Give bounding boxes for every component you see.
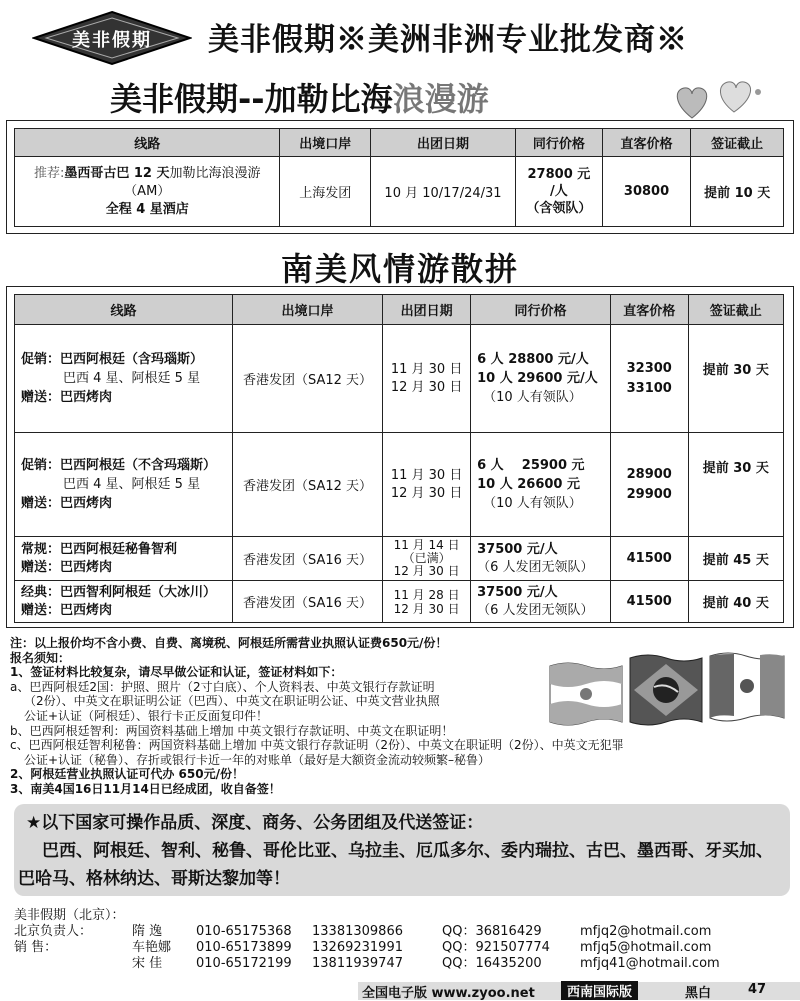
port-cell: 香港发团（SA16 天） (232, 581, 382, 623)
note-line: 注：以上报价均不含小费、自费、离境税、阿根廷所需营业执照认证费650元/份！ (10, 636, 448, 650)
route-hotel: 巴西 4 星、阿根廷 5 星 (63, 371, 201, 386)
table1 (14, 128, 784, 227)
direct-price-cell: 41500 (610, 581, 688, 623)
route-name: 常规：巴西阿根廷秘鲁智利 (21, 541, 178, 557)
price-note: （10 人有领队） (483, 390, 582, 405)
route-line2: （AM） (124, 183, 171, 199)
route-name: 促销：巴西阿根廷（不含玛瑙斯） (21, 458, 217, 473)
col-visa-deadline: 签证截止 (691, 129, 784, 157)
contact-role: 北京负责人： (14, 924, 93, 939)
price-note: （10 人有领队） (483, 496, 582, 511)
contact-mobile: 13811939747 (312, 956, 403, 971)
table-row (15, 581, 784, 623)
price-line: 37500 元/人 (477, 541, 558, 557)
note-line: a、巴西阿根廷2国：护照、照片（2寸白底）、个人资料表、中英文银行存款证明 (10, 679, 435, 694)
route-name: 促销：巴西阿根廷（含玛瑙斯） (21, 352, 204, 367)
col-port: 出境口岸 (232, 295, 382, 325)
route-name-rest: 加勒比海浪漫游 (169, 165, 261, 181)
note-line: 公证+认证（阿根廷）、银行卡正反面复印件！ (24, 708, 269, 723)
contact-phone: 010-65172199 (196, 956, 292, 971)
header-slogan: 美非假期※美洲非洲专业批发商※ (208, 22, 688, 58)
table1-header-row (15, 129, 784, 157)
route-tag: 推荐: (33, 165, 65, 181)
direct-price-cell: 30800 (602, 157, 691, 227)
price-note: （6 人发团无领队） (477, 559, 594, 575)
notes-block (10, 636, 624, 797)
note-line: 公证+认证（秘鲁）、存折或银行卡近一年的对账单（最好是大额资金流动较频繁–秘鲁） (24, 752, 491, 767)
dates-cell (383, 537, 471, 581)
direct-price-cell (610, 325, 688, 433)
visa-cell: 提前 45 天 (688, 537, 783, 581)
footer-section: 西南国际版 (561, 981, 638, 1000)
price-line: 27800 元 (527, 167, 591, 182)
page-title (110, 74, 489, 120)
date-line: （已满） (402, 551, 451, 565)
visa-title: ★以下国家可操作品质、深度、商务、公务团组及代送签证： (26, 813, 484, 833)
table-row (15, 537, 784, 581)
route-cell (15, 157, 280, 227)
trade-price-cell (471, 581, 611, 623)
route-name: 经典：巴西智利阿根廷（大冰川） (21, 584, 217, 600)
note-line: 3、南美4国16日11月14日已经成团，收自备签！ (10, 781, 281, 796)
direct-price-line: 28900 (626, 466, 672, 482)
port-cell: 香港发团（SA12 天） (232, 433, 382, 537)
date-line: 11 月 28 日 (393, 587, 460, 602)
route-cell (15, 433, 233, 537)
note-line: 报名须知： (10, 650, 71, 665)
hearts-icon (672, 78, 768, 122)
route-hotel: 巴西 4 星、阿根廷 5 星 (63, 477, 201, 492)
visa-cell: 提前 10 天 (691, 157, 784, 227)
contact-phone: 010-65173899 (196, 940, 292, 955)
dates-cell (383, 581, 471, 623)
contact-name: 车艳娜 (132, 940, 172, 955)
title-main: 美非假期--加勒比海 (110, 80, 393, 118)
note-line: （2份）、中英文在职证明公证（巴西）、中英文在职证明公证、中英文营业执照 (24, 694, 440, 709)
company-name: 美非假期（北京）： (14, 908, 125, 923)
date-line: 12 月 30 日 (393, 564, 460, 578)
route-gift: 赠送：巴西烤肉 (21, 559, 113, 575)
table2-header-row (15, 295, 784, 325)
price-line: 6 人 28800 元/人 (477, 352, 589, 367)
note-line: c、巴西阿根廷智利秘鲁：两国资料基础上增加 中英文银行存款证明（2份）、中英文在职证明（2份）、中英文无犯罪 (10, 738, 624, 753)
port-cell: 香港发团（SA16 天） (232, 537, 382, 581)
note-line: b、巴西阿根廷智利：两国资料基础上增加 中英文银行存款证明、中英文在职证明！ (10, 723, 454, 738)
route-gift: 赠送：巴西烤肉 (21, 390, 113, 405)
col-route: 线路 (15, 295, 233, 325)
price-line: 6 人 25900 元 (477, 458, 585, 473)
price-line: /人 (550, 184, 568, 199)
note-line: 1、签证材料比较复杂，请尽早做公证和认证，签证材料如下： (10, 665, 343, 680)
contact-name: 隋 逸 (132, 924, 163, 939)
contact-name: 宋 佳 (132, 956, 163, 971)
contact-phone: 010-65175368 (196, 924, 292, 939)
visa-cell: 提前 30 天 (688, 325, 783, 433)
route-cell (15, 581, 233, 623)
route-name: 墨西哥古巴 12 天 (64, 165, 170, 181)
visa-country-list: 巴哈马、格林纳达、哥斯达黎加等！ (18, 869, 290, 889)
date-line: 12 月 30 日 (390, 485, 463, 501)
date-line: 11 月 30 日 (390, 467, 463, 483)
price-note: （6 人发团无领队） (477, 602, 594, 618)
date-line: 12 月 30 日 (393, 601, 460, 616)
contact-email: mfjq41@hotmail.com (580, 956, 720, 971)
contact-email: mfjq2@hotmail.com (580, 924, 712, 939)
contact-role: 销 售： (14, 940, 58, 955)
route-cell (15, 325, 233, 433)
col-visa-deadline: 签证截止 (688, 295, 783, 325)
trade-price-cell (516, 157, 603, 227)
col-dates: 出团日期 (370, 129, 515, 157)
dates-cell (383, 433, 471, 537)
direct-price-cell: 41500 (610, 537, 688, 581)
logo-text: 美非假期 (72, 30, 152, 51)
argentina-flag-icon (550, 663, 622, 725)
visa-cell: 提前 30 天 (688, 433, 783, 537)
price-line: （含领队） (526, 201, 592, 216)
route-gift: 赠送：巴西烤肉 (21, 496, 113, 511)
price-line: 10 人 29600 元/人 (477, 371, 598, 386)
price-line: 37500 元/人 (477, 584, 558, 600)
contact-email: mfjq5@hotmail.com (580, 940, 712, 955)
port-cell: 香港发团（SA12 天） (232, 325, 382, 433)
page-number: 47 (748, 982, 767, 997)
route-hotel: 全程 4 星酒店 (105, 201, 189, 217)
footer-edition: 全国电子版 www.zyoo.net (362, 986, 535, 1001)
table2 (14, 294, 784, 623)
table-row (15, 433, 784, 537)
dates-cell (383, 325, 471, 433)
col-trade-price: 同行价格 (471, 295, 611, 325)
contact-qq: QQ：16435200 (442, 956, 542, 971)
direct-price-line: 33100 (626, 380, 672, 396)
note-line: 2、阿根廷营业执照认证可代办 650元/份！ (10, 767, 244, 782)
direct-price-line: 29900 (626, 486, 672, 502)
section-title: 南美风情游散拼 (280, 250, 519, 288)
col-trade-price: 同行价格 (516, 129, 603, 157)
contact-qq: QQ：36816429 (442, 924, 542, 939)
contact-mobile: 13269231991 (312, 940, 403, 955)
col-direct-price: 直客价格 (610, 295, 688, 325)
port-cell: 上海发团 (280, 157, 370, 227)
direct-price-cell (610, 433, 688, 537)
brazil-flag-icon (630, 655, 702, 725)
visa-cell: 提前 40 天 (688, 581, 783, 623)
direct-price-line: 32300 (626, 360, 672, 376)
col-direct-price: 直客价格 (602, 129, 691, 157)
contact-mobile: 13381309866 (312, 924, 403, 939)
col-port: 出境口岸 (280, 129, 370, 157)
col-route: 线路 (15, 129, 280, 157)
footer-color: 黑白 (685, 986, 712, 1001)
dates-cell: 10 月 10/17/24/31 (370, 157, 515, 227)
table-row (15, 325, 784, 433)
date-line: 12 月 30 日 (390, 379, 463, 395)
mexico-flag-icon (710, 653, 784, 721)
price-line: 10 人 26600 元 (477, 477, 581, 492)
visa-country-list: 巴西、阿根廷、智利、秘鲁、哥伦比亚、乌拉圭、厄瓜多尔、委内瑞拉、古巴、墨西哥、牙买加、 (42, 841, 773, 861)
trade-price-cell (471, 537, 611, 581)
trade-price-cell (471, 433, 611, 537)
title-light: 浪漫游 (392, 80, 489, 118)
table-row (15, 157, 784, 227)
date-line: 11 月 30 日 (390, 361, 463, 377)
date-line: 11 月 14 日 (393, 538, 460, 552)
trade-price-cell (471, 325, 611, 433)
col-dates: 出团日期 (383, 295, 471, 325)
contact-qq: QQ：921507774 (442, 940, 550, 955)
route-gift: 赠送：巴西烤肉 (21, 602, 113, 618)
route-cell (15, 537, 233, 581)
flags-image (548, 652, 788, 730)
